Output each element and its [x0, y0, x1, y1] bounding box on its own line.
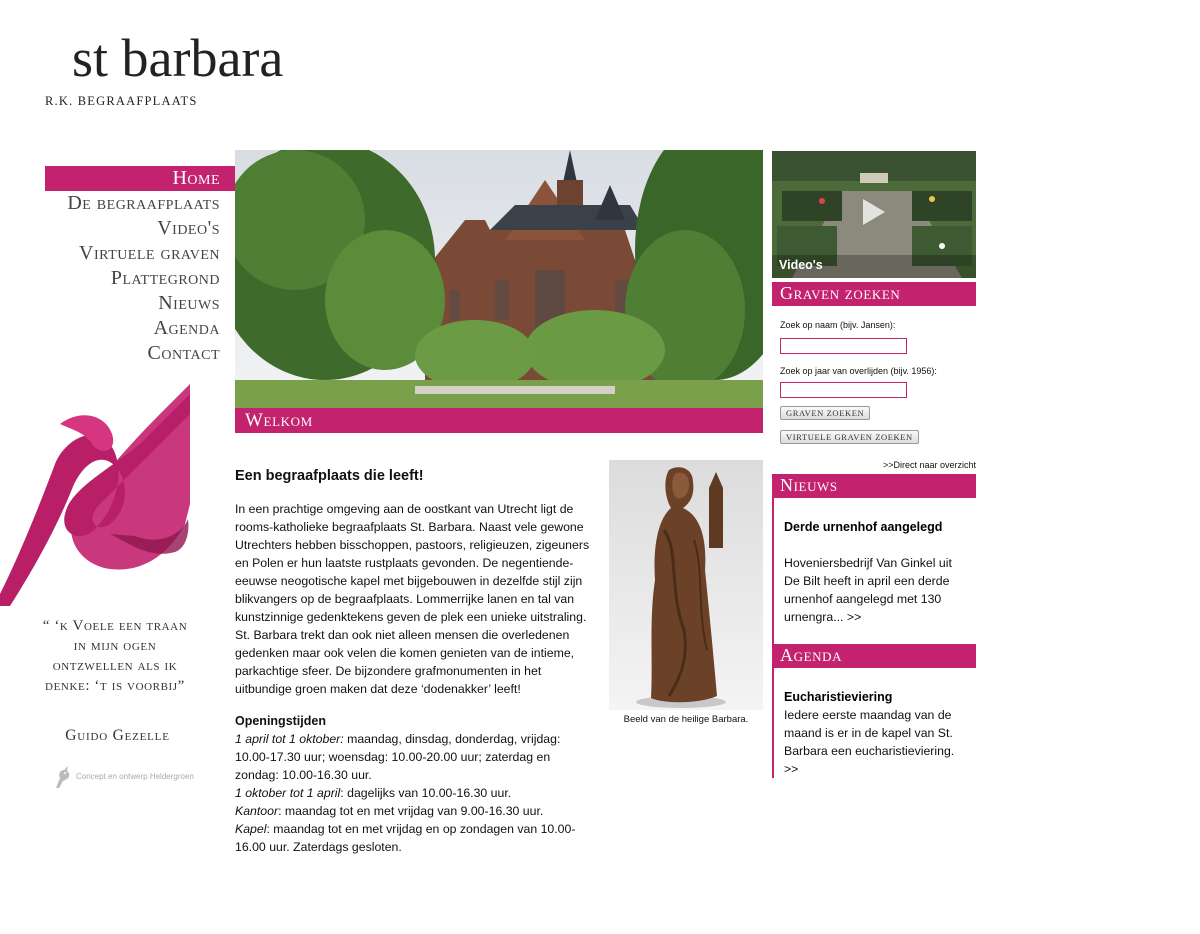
nav-item-nieuws[interactable]: Nieuws	[158, 292, 220, 314]
article	[235, 466, 595, 856]
nav-item-plattegrond[interactable]: Plattegrond	[110, 267, 220, 289]
article-heading: Een begraafplaats die leeft!	[235, 468, 424, 484]
quote-text: “ ‘k Voele een traan in mijn ogen ontzwellen als ik denke: ‘t is voorbij”	[42, 618, 188, 694]
hours-line: Kantoor: maandag tot en met vrijdag van 9.00-16.30 uur.	[235, 804, 544, 818]
direct-overview-link[interactable]: >>Direct naar overzicht	[882, 460, 976, 470]
agenda-header	[772, 644, 976, 668]
bird-logo-icon	[52, 764, 74, 790]
search-panel	[772, 306, 976, 472]
agenda-panel	[772, 668, 976, 778]
logo-title[interactable]: st barbara	[72, 28, 284, 88]
article-paragraph-1: In een prachtige omgeving aan de oostkant van Utrecht ligt de rooms-katholieke begraafplaats St. Barbara. Naast vele gewone Utrechters hebben bisschoppen, pastoors, religieuzen, zigeuners en Polen er hun laatste rustplaats gevonden. De negentiende-eeuwse neogotische kapel met bijgebouwen in dezelfde stijl zijn blikvangers op de begraafplaats. Lommerrijke lanen en tal van kunstzinnige gedenktekens geven de plek een unieke uitstraling.	[235, 502, 590, 624]
name-search-input[interactable]	[780, 338, 907, 354]
hours-line: Kapel: maandag tot en met vrijdag en op zondagen van 10.00-16.00 uur. Zaterdags gesloten.	[235, 822, 576, 854]
nav-item-begraafplaats[interactable]: De begraafplaats	[67, 192, 220, 214]
hours-line: 1 april tot 1 oktober: maandag, dinsdag, donderdag, vrijdag: 10.00-17.30 uur; woensdag: 10.00-20.00 uur; zaterdag en zondag: 10.00-16.30 uur.	[235, 732, 561, 782]
hero-caption: Welkom	[245, 410, 313, 431]
video-label[interactable]: Video's	[779, 258, 823, 272]
news-heading: Nieuws	[780, 475, 838, 495]
search-graves-button[interactable]: GRAVEN ZOEKEN	[780, 406, 870, 420]
nav-item-home[interactable]: Home	[45, 166, 235, 191]
credit-text: Concept en ontwerp Heldergroen	[76, 772, 194, 781]
news-header	[772, 474, 976, 498]
agenda-title[interactable]: Eucharistieviering	[784, 690, 893, 704]
church-hero-image	[235, 150, 763, 408]
search-virtual-graves-button[interactable]: VIRTUELE GRAVEN ZOEKEN	[780, 430, 919, 444]
main-nav	[45, 166, 235, 366]
agenda-heading: Agenda	[780, 645, 843, 665]
nav-item-videos[interactable]: Video's	[157, 217, 220, 239]
logo-subtitle: R.K. BEGRAAFPLAATS	[45, 94, 198, 108]
name-label: Zoek op naam (bijv. Jansen):	[780, 320, 896, 330]
nav-item-virtuele-graven[interactable]: Virtuele graven	[79, 242, 220, 264]
ribbon-decoration	[0, 384, 192, 606]
article-paragraph-2: St. Barbara trekt dan ook niet alleen mensen die overledenen gedenken maar ook velen die komen genieten van de intieme, parkachtige sfeer. De bijzondere grafmonumenten in het uitbundige groen maken dat deze ‘dodenakker’ leeft!	[235, 628, 575, 696]
year-label: Zoek op jaar van overlijden (bijv. 1956):	[780, 366, 937, 376]
statue-caption: Beeld van de heilige Barbara.	[623, 714, 749, 725]
news-text[interactable]: Hoveniersbedrijf Van Ginkel uit De Bilt heeft in april een derde urnenhof aangelegd met 130 urnengra... >>	[784, 556, 952, 624]
news-title[interactable]: Derde urnenhof aangelegd	[784, 520, 943, 534]
credit[interactable]	[52, 764, 212, 792]
year-search-input[interactable]	[780, 382, 907, 398]
hero-caption-bar	[235, 408, 763, 433]
quote-author: Guido Gezelle	[65, 727, 170, 744]
hours-heading: Openingstijden	[235, 714, 326, 728]
statue-image	[609, 460, 763, 710]
search-heading: Graven zoeken	[780, 283, 901, 303]
nav-item-contact[interactable]: Contact	[147, 342, 220, 364]
nav-item-agenda[interactable]: Agenda	[153, 317, 220, 339]
search-header	[772, 282, 976, 306]
news-panel	[772, 498, 976, 644]
agenda-text[interactable]: Iedere eerste maandag van de maand is er in de kapel van St. Barbara een eucharistieviering. >>	[784, 708, 955, 776]
hours-line: 1 oktober tot 1 april: dagelijks van 10.00-16.30 uur.	[235, 786, 512, 800]
